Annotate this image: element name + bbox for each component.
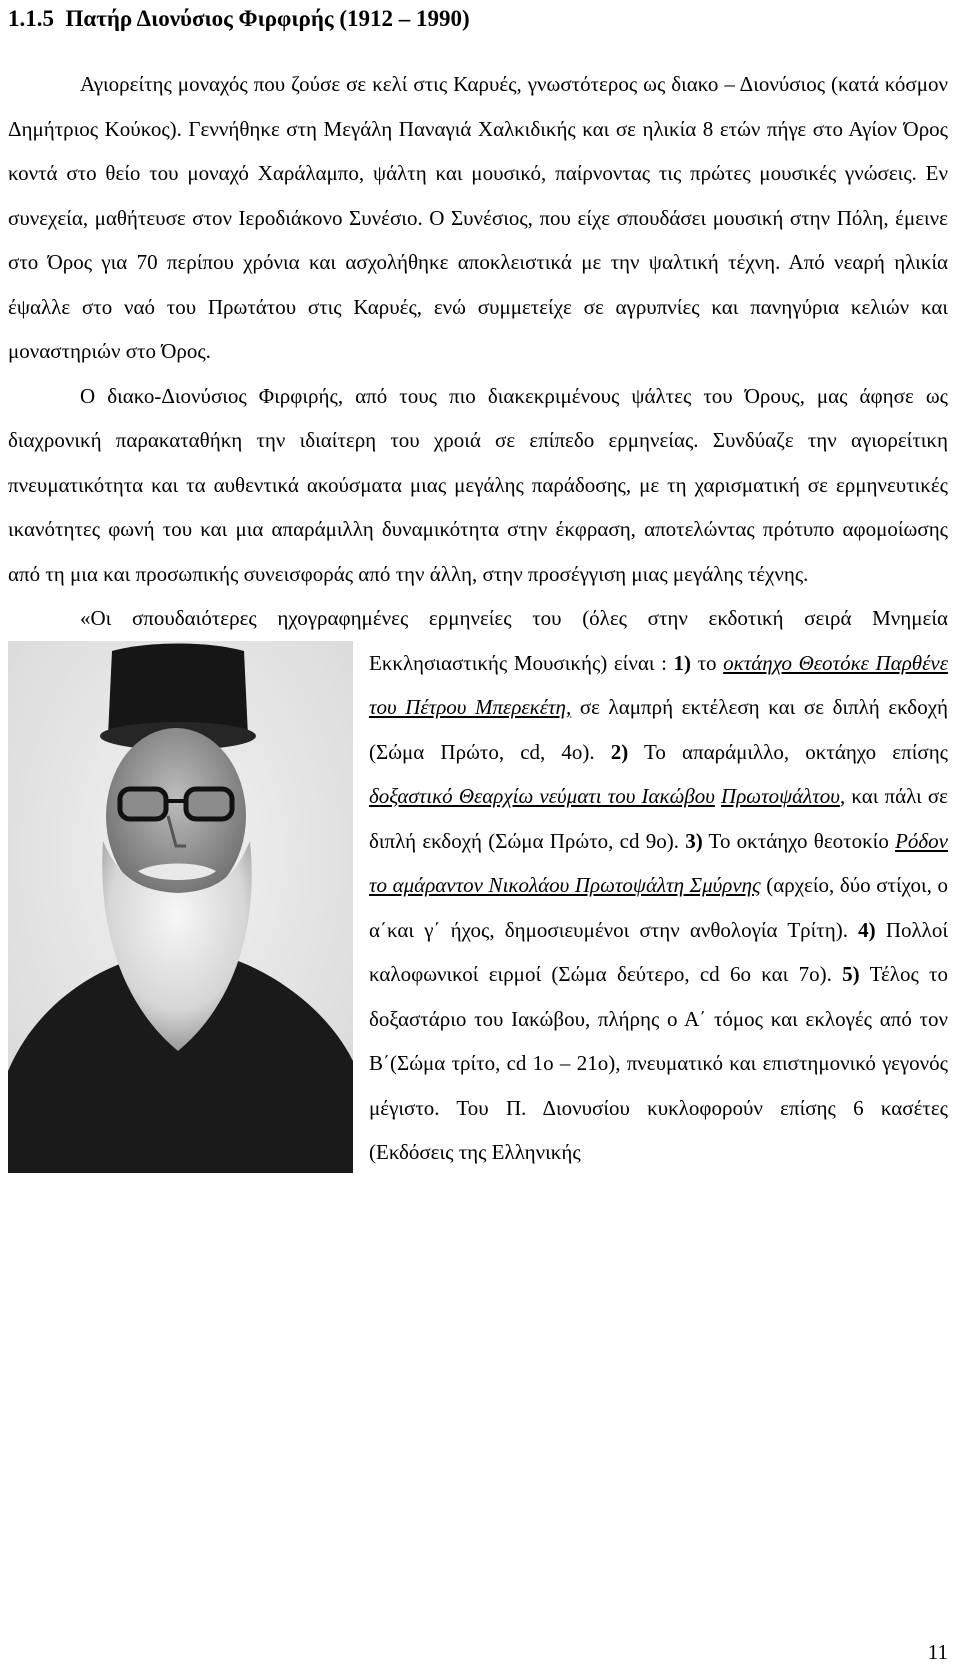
item-3-detail: (αρχείο, δύο στίχοι, ο α΄και γ΄ ήχος, δημοσιευμένοι στην ανθολογία Τρίτη). [369, 873, 948, 942]
item-2-text: Το απαράμιλλο, οκτάηχο επίσης [628, 739, 948, 764]
item-2-detail: , και πάλι σε διπλή εκδοχή (Σώμα Πρώτο, cd 9ο). [369, 784, 949, 853]
body-text [8, 62, 948, 1175]
work-title-2: δοξαστικό Θεαρχίω νεύματι του Ιακώβου [369, 784, 715, 808]
item-number-1: 1) [673, 650, 692, 675]
page-number: 11 [927, 1640, 948, 1664]
item-4-text: Πολλοί καλοφωνικοί ειρμοί (Σώμα δεύτερο, cd 6ο και 7ο). [369, 917, 948, 986]
recordings-intro: Μνημεία Εκκλησιαστικής Μουσικής) είναι : [369, 606, 948, 675]
section-number: 1.1.5 [8, 6, 54, 31]
paragraph-biography: Αγιορείτης μοναχός που ζούσε σε κελί στις Καρυές, γνωστότερος ως διακο – Διονύσιος (κατά κόσμον Δημήτριος Κούκος). Γεννήθηκε στη Μεγάλη Παναγιά Χαλκιδικής και σε ηλικία 8 ετών πήγε στο Αγίον Όρος κοντά στο θείο του μοναχό Χαράλαμπο, ψάλτη και μουσικό, παίρνοντας τις πρώτες μουσικές γνώσεις. Εν συνεχεία, μαθήτευσε στον Ιεροδιάκονο Συνέσιο. Ο Συνέσιος, που είχε σπουδάσει μουσική στην Πόλη, έμεινε στο Όρος για 70 περίπου χρόνια και ασχολήθηκε αποκλειστικά με την ψαλτική τέχνη. Από νεαρή ηλικία έψαλλε στο ναό του Πρωτάτου στις Καρυές, ενώ συμμετείχε σε αγρυπνίες και πανηγύρια κελιών και μοναστηριών στο Όρος. [8, 72, 948, 363]
work-title-1: οκτάηχο Θεοτόκε Παρθένε του Πέτρου Μπερεκέτη, [369, 650, 948, 719]
section-heading [8, 4, 470, 34]
work-title-3: Ρόδον το αμάραντον Νικολάου Πρωτοψάλτη Σμύρνης [369, 828, 948, 897]
work-title-2-author: Πρωτοψάλτου [721, 784, 840, 808]
item-3-text: Το οκτάηχο θεοτοκίο [702, 828, 896, 853]
item-5-text: Τέλος το δοξαστάριο του Ιακώβου, πλήρης ο Α΄ τόμος και εκλογές από τον Β΄(Σώμα τρίτο, cd 1ο – 21ο), πνευματικό και επιστημονικό γεγονός μέγιστο. Του Π. Διονυσίου κυκλοφορούν επίσης 6 κασέτες (Εκδόσεις της Ελληνικής [369, 962, 948, 1164]
recordings-intro-start: «Οι σπουδαιότερες ηχογραφημένες ερμηνείες του (όλες στην εκδοτική σειρά [80, 606, 873, 630]
item-number-3: 3) [685, 828, 703, 853]
portrait-photo [8, 641, 353, 1173]
paragraph-recordings [8, 596, 948, 1175]
item-number-5: 5) [842, 962, 860, 986]
item-1-text: το [691, 650, 724, 675]
item-number-4: 4) [858, 917, 876, 942]
item-1-detail: σε λαμπρή εκτέλεση και σε διπλή εκδοχή (Σώμα Πρώτο, cd, 4ο). [369, 695, 948, 764]
item-number-2: 2) [610, 739, 629, 764]
section-title: Πατήρ Διονύσιος Φιρφιρής (1912 – 1990) [65, 6, 470, 31]
paragraph-legacy: Ο διακο-Διονύσιος Φιρφιρής, από τους πιο διακεκριμένους ψάλτες του Όρους, μας άφησε ως διαχρονική παρακαταθήκη την ιδιαίτερη του χροιά σε επίπεδο ερμηνείας. Συνδύαζε την αγιορείτικη πνευματικότητα και τα αυθεντικά ακούσματα μιας μεγάλης παράδοσης, με τη χαρισματική σε ερμηνευτικές ικανότητες φωνή του και μια απαράμιλλη δυναμικότητα στην έκφραση, αποτελώντας πρότυπο αφομοίωσης από τη μια και προσωπικής συνεισφοράς από την άλλη, στην προσέγγιση μιας μεγάλης τέχνης. [8, 383, 948, 586]
